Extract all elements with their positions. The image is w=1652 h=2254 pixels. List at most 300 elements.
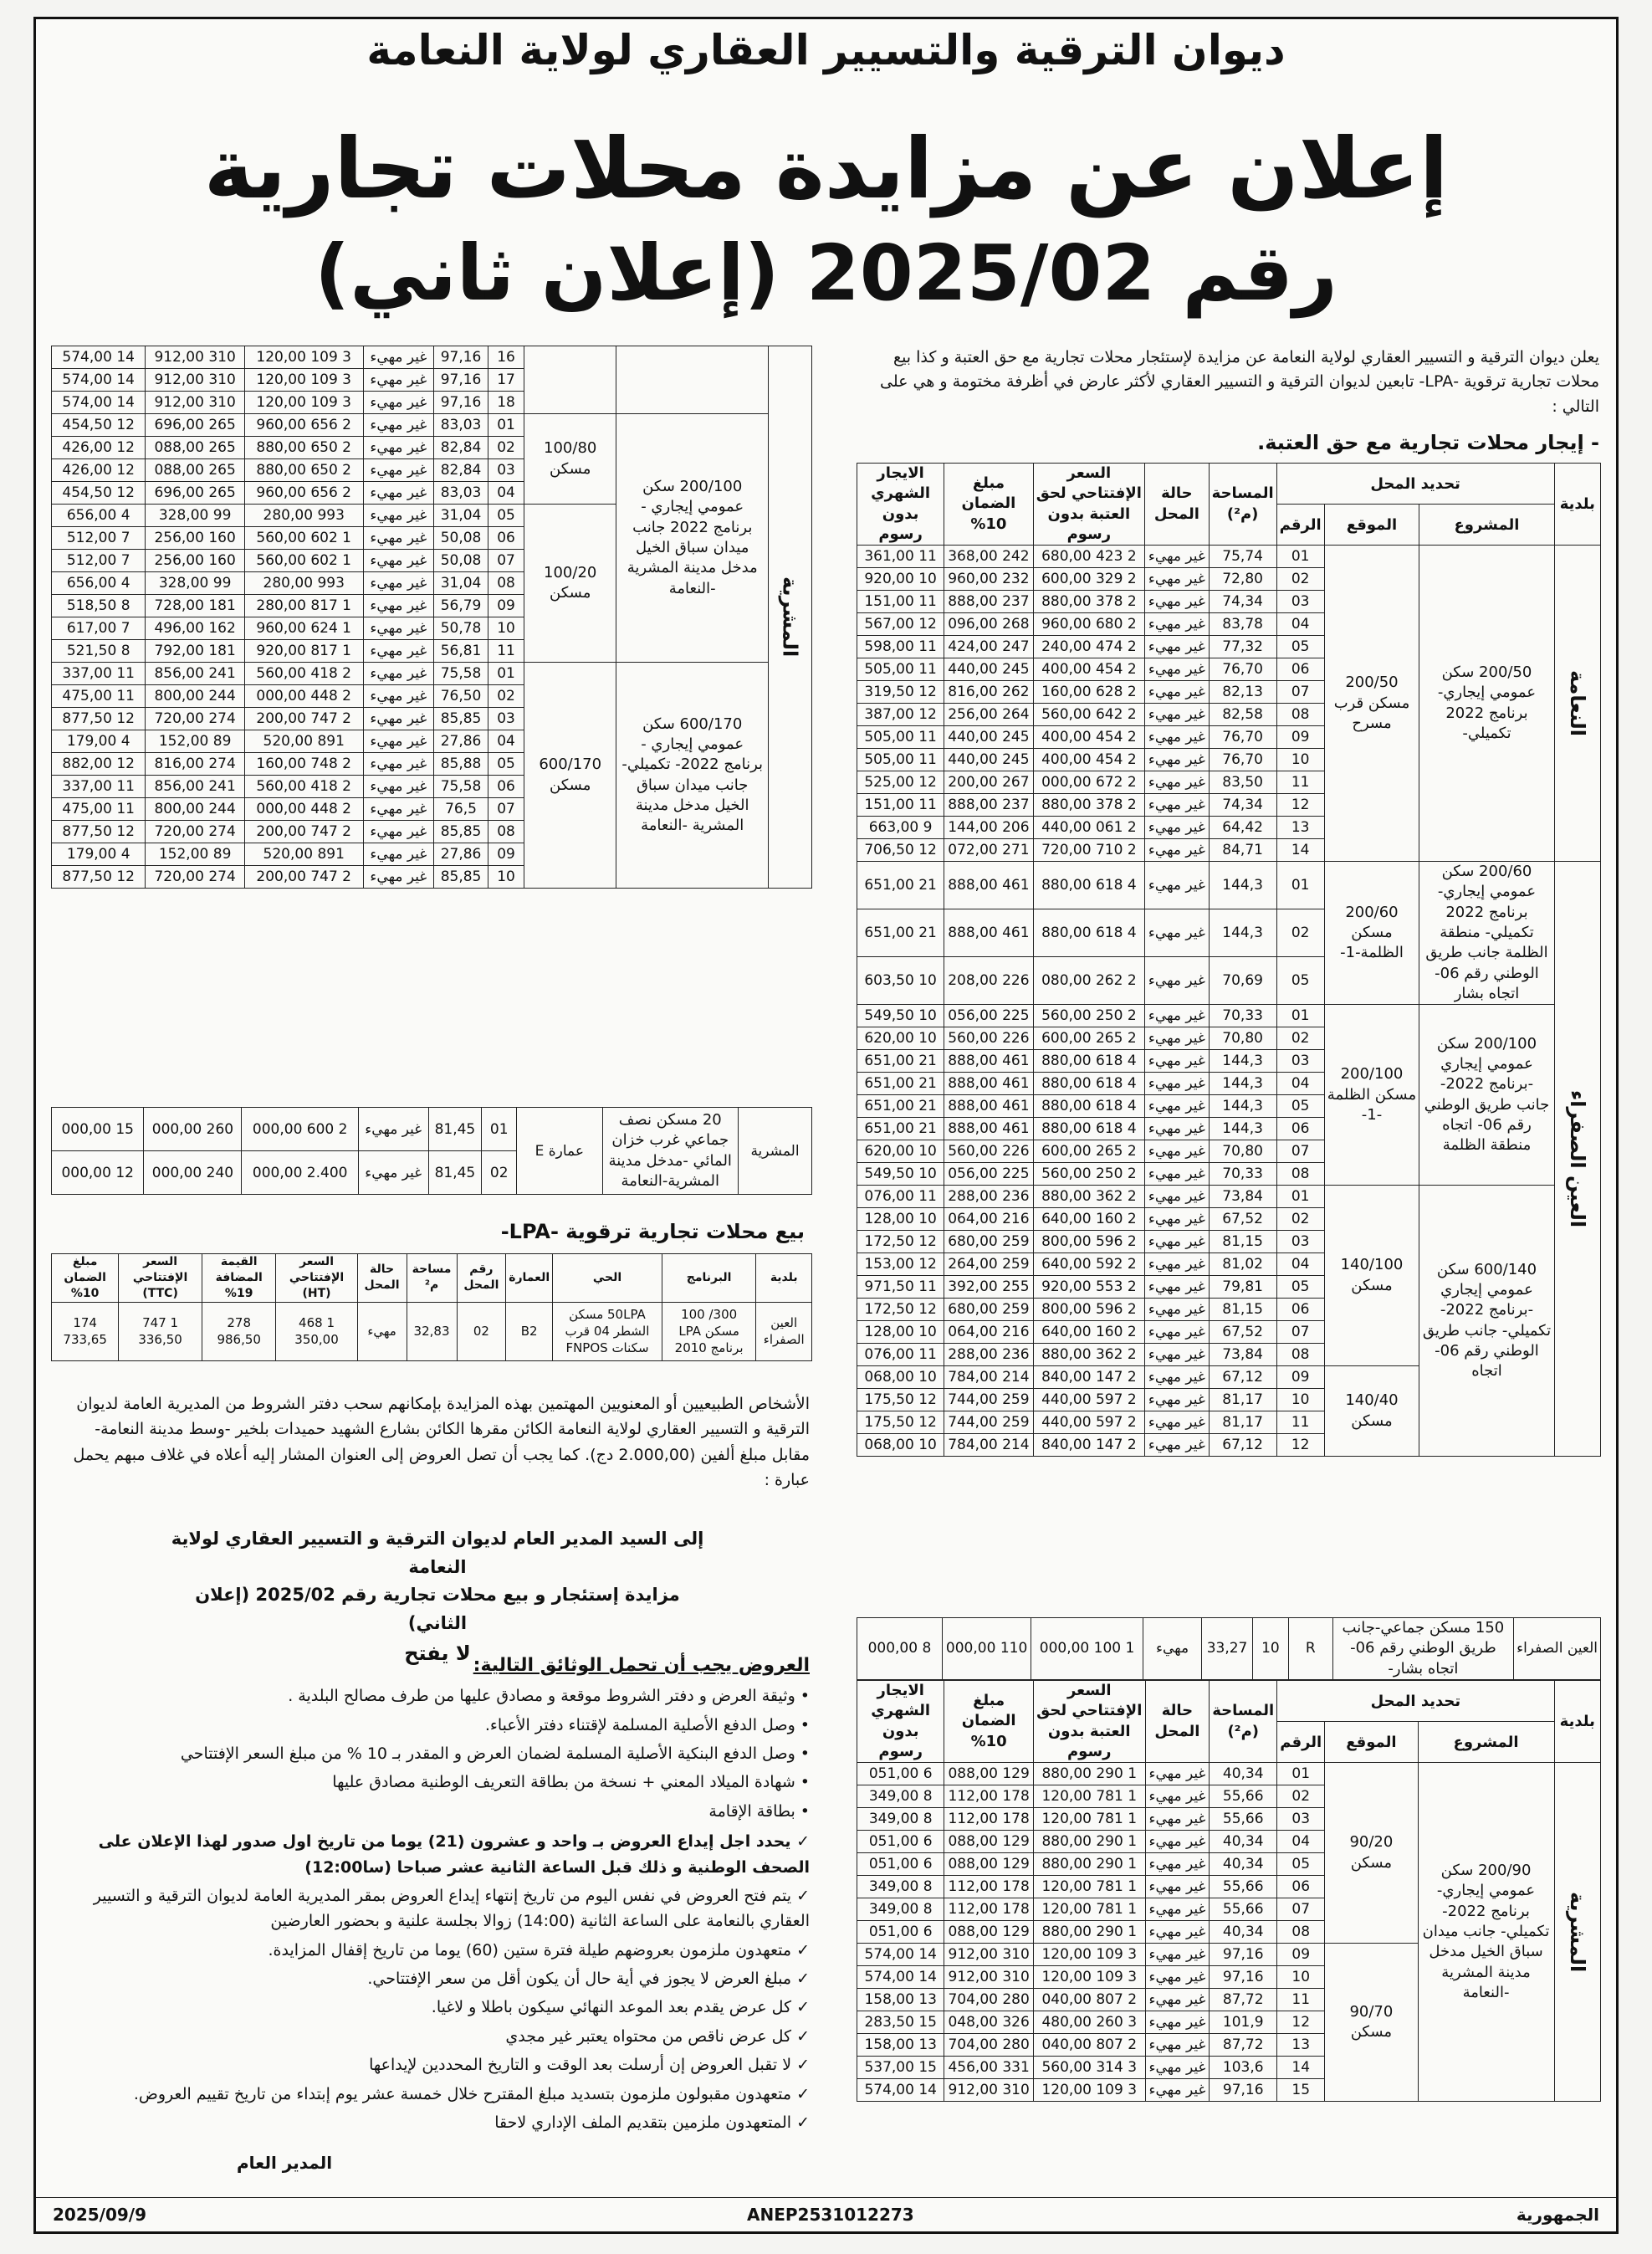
state-cell: غير مهيء: [1145, 1276, 1210, 1299]
area-cell: 55,66: [1210, 1785, 1277, 1808]
area-cell: 144,3: [1209, 1095, 1276, 1118]
site-cell: 100/80 مسكن: [524, 414, 616, 505]
site-cell: 90/20 مسكن: [1325, 1763, 1418, 1944]
table-row: [52, 346, 812, 369]
num-cell: 03: [488, 708, 524, 730]
col-rent: الايجار الشهري بدون رسوم: [857, 1681, 944, 1763]
state-cell: غير مهيء: [363, 730, 434, 753]
guarantee-cell: 226 560,00: [944, 1140, 1033, 1163]
num-cell: 08: [488, 572, 524, 595]
table-row: [857, 1005, 1601, 1027]
rent-table-mechria-20: [51, 1107, 812, 1195]
intro-paragraph: يعلن ديوان الترقية و التسيير العقاري لولاية النعامة عن مزايدة لإستئجار محلات تجارية مع حق العتبة و كذا بيع محلات تجارية ترقوية -LPA- تابعين لديوان الترقية و التسيير العقاري لأكثر عارض في أظرفة مختومة و هي على التالي :: [880, 348, 1599, 416]
note-item: ✓ متعهدون مقبولون ملزمون بتسديد مبلغ المقترح خلال خمسة عشر يوم إبتداء من تاريخ تقييم العروض.: [133, 2084, 810, 2103]
num-cell: 02: [1277, 1785, 1325, 1808]
state-cell: غير مهيء: [1145, 2057, 1210, 2079]
sale-col-header: حالة المحل: [357, 1254, 407, 1303]
num-cell: 04: [1277, 1831, 1325, 1853]
price-cell: 3 109 120,00: [1033, 2079, 1145, 2102]
area-cell: 70,80: [1209, 1027, 1276, 1050]
guarantee-cell: 310 912,00: [146, 369, 244, 392]
area-cell: 81,45: [428, 1108, 482, 1151]
table-row: [52, 414, 812, 437]
price-cell: 2 362 880,00: [1033, 1344, 1145, 1366]
price-cell: 4 618 880,00: [1033, 1073, 1145, 1095]
rent-cell: 10 549,50: [857, 1005, 944, 1027]
guarantee-cell: 99 328,00: [146, 505, 244, 527]
area-cell: 83,78: [1209, 613, 1276, 636]
state-cell: غير مهيء: [363, 392, 434, 414]
baladiya-cell: المشرية: [769, 346, 812, 889]
area-cell: 97,16: [434, 369, 488, 392]
area-cell: 40,34: [1210, 1853, 1277, 1876]
guarantee-cell: 178 112,00: [944, 1808, 1033, 1831]
rent-cell: 21 651,00: [857, 862, 944, 909]
price-cell: 2 418 560,00: [244, 663, 363, 685]
price-cell: 2 747 200,00: [244, 708, 363, 730]
sale-col-header: رقم المحل: [457, 1254, 506, 1303]
table-row: [52, 1108, 812, 1151]
rent-table-naama-ain: [857, 463, 1601, 1457]
col-baladiya: بلدية: [1554, 464, 1600, 546]
rent-cell: 11 598,00: [857, 636, 944, 658]
rent-cell: 12 525,00: [857, 771, 944, 794]
guarantee-cell: 268 096,00: [944, 613, 1033, 636]
price-cell: 1 602 560,00: [244, 527, 363, 550]
price-cell: 3 109 120,00: [244, 346, 363, 369]
rent-cell: 21 651,00: [857, 909, 944, 957]
rent-cell: 8 349,00: [857, 1785, 944, 1808]
price-cell: 2 597 440,00: [1033, 1389, 1145, 1411]
area-cell: 103,6: [1210, 2057, 1277, 2079]
state-cell: غير مهيء: [363, 798, 434, 821]
num-cell: 05: [1276, 957, 1324, 1005]
num-cell: 01: [488, 414, 524, 437]
rent-cell: 12 877,50: [52, 708, 146, 730]
state-cell: غير مهيء: [1145, 1389, 1210, 1411]
site-cell: 200/60 مسكن الظلمة-1-: [1324, 862, 1419, 1005]
area-cell: 85,85: [434, 821, 488, 843]
guarantee-cell: 264 256,00: [944, 704, 1033, 726]
price-cell: 2 656 960,00: [244, 414, 363, 437]
price-cell: 2 454 400,00: [1033, 658, 1145, 681]
col-project: المشروع: [1419, 505, 1554, 546]
announcement-title: إعلان عن مزايدة محلات تجارية: [203, 120, 1449, 218]
col-baladiya: بلدية: [1554, 1681, 1600, 1763]
state-cell: غير مهيء: [1145, 794, 1210, 817]
col-project: المشروع: [1418, 1722, 1554, 1763]
price-cell: 2 262 080,00: [1033, 957, 1145, 1005]
num-cell: 05: [1276, 1276, 1324, 1299]
area-cell: 83,03: [434, 414, 488, 437]
state-cell: غير مهيء: [1145, 1005, 1210, 1027]
state-cell: غير مهيء: [363, 753, 434, 776]
area-cell: 82,84: [434, 437, 488, 459]
guarantee-cell: 225 056,00: [944, 1005, 1033, 1027]
area-cell: 40,34: [1210, 1921, 1277, 1944]
num-cell: 02: [1276, 1208, 1324, 1231]
price-cell: 2 147 840,00: [1033, 1434, 1145, 1457]
rent-cell: 11 337,00: [52, 776, 146, 798]
num-cell: 12: [1276, 1434, 1324, 1457]
area-cell: 82,84: [434, 459, 488, 482]
building-cell: عمارة E: [517, 1108, 602, 1195]
num-cell: 01: [1276, 862, 1324, 909]
num-cell: 07: [488, 798, 524, 821]
state-cell: غير مهيء: [1145, 1944, 1210, 1966]
rent-cell: 8 349,00: [857, 1876, 944, 1898]
num-cell: 04: [1276, 1073, 1324, 1095]
price-cell: 1 817 280,00: [244, 595, 363, 617]
guarantee-cell: 181 792,00: [146, 640, 244, 663]
num-cell: 16: [488, 346, 524, 369]
num-cell: 08: [1276, 704, 1324, 726]
sale-col-header: القيمة المضافة 19%: [202, 1254, 276, 1303]
sale-col-header: العمارة: [506, 1254, 553, 1303]
area-cell: 85,85: [434, 708, 488, 730]
footer-line: [36, 2197, 1616, 2198]
sale-col-header: السعر الإفتتاحي (TTC): [119, 1254, 202, 1303]
guarantee-cell: 89 152,00: [146, 730, 244, 753]
price-cell: 2 807 040,00: [1033, 2034, 1145, 2057]
guarantee-cell: 259 680,00: [944, 1231, 1033, 1253]
col-num: الرقم: [1277, 1722, 1325, 1763]
rent-cell: 12 319,50: [857, 681, 944, 704]
price-cell: 2 597 440,00: [1033, 1411, 1145, 1434]
price-cell: 2 454 400,00: [1033, 726, 1145, 749]
rent-cell: 12 426,00: [52, 437, 146, 459]
price-cell: 2 592 640,00: [1033, 1253, 1145, 1276]
rent-cell: 7 512,00: [52, 550, 146, 572]
price-cell: 2 807 040,00: [1033, 1989, 1145, 2011]
price-cell: 2 265 600,00: [1033, 1027, 1145, 1050]
baladiya-cell: العين الصفراء: [1514, 1618, 1601, 1680]
rent-cell: 15 283,50: [857, 2011, 944, 2034]
state-cell: غير مهيء: [1145, 2011, 1210, 2034]
rent-cell: 9 663,00: [857, 817, 944, 839]
area-cell: 70,33: [1209, 1163, 1276, 1186]
rent-cell: 12 426,00: [52, 459, 146, 482]
price-cell: 2 650 880,00: [244, 437, 363, 459]
num-cell: 01: [1277, 1763, 1325, 1785]
price-cell: 2 448 000,00: [244, 685, 363, 708]
state-cell: غير مهيء: [358, 1108, 428, 1151]
state-cell: غير مهيء: [1145, 1073, 1210, 1095]
table-row: [857, 1186, 1601, 1208]
price-cell: 1 602 560,00: [244, 550, 363, 572]
table-row: [857, 1763, 1601, 1785]
area-cell: 81,02: [1209, 1253, 1276, 1276]
project-cell: 600/140 سكن عمومي إيجاري -برنامج 2022- تكميلي- جانب طريق الوطني رقم 06- اتجاه: [1419, 1186, 1554, 1457]
site-cell: 200/50 مسكن قرب مسرح: [1324, 546, 1419, 862]
sale-col-header: البرنامج: [662, 1254, 756, 1303]
rent-cell: 11 151,00: [857, 794, 944, 817]
area-cell: 75,58: [434, 776, 488, 798]
col-guarantee: مبلغ الضمان 10%: [944, 1681, 1033, 1763]
rent-cell: 8 521,50: [52, 640, 146, 663]
sale-col-header: السعر الإفتتاحي (HT): [276, 1254, 357, 1303]
state-cell: غير مهيء: [1145, 1898, 1210, 1921]
num-cell: 07: [1276, 681, 1324, 704]
footer-paper: الجمهورية: [1516, 2205, 1599, 2225]
note-item: ✓ مبلغ العرض لا يجوز في أية حال أن يكون أقل من سعر الإفتتاحي.: [367, 1970, 810, 1989]
num-cell: 14: [1276, 839, 1324, 862]
rent-cell: 12 175,50: [857, 1411, 944, 1434]
rent-cell: 11 505,00: [857, 658, 944, 681]
num-cell: 07: [1276, 1321, 1324, 1344]
sale-cell: 174 733,65: [52, 1302, 119, 1360]
baladiya-cell: العين الصفراء: [1554, 862, 1600, 1457]
state-cell: غير مهيء: [1145, 2079, 1210, 2102]
area-cell: 50,08: [434, 550, 488, 572]
state-cell: غير مهيء: [363, 685, 434, 708]
area-cell: 75,58: [434, 663, 488, 685]
rent-cell: 11 475,00: [52, 685, 146, 708]
rent-cell: 12 172,50: [857, 1299, 944, 1321]
state-cell: غير مهيء: [1145, 839, 1210, 862]
guarantee-cell: 461 888,00: [944, 862, 1033, 909]
state-cell: غير مهيء: [1145, 1411, 1210, 1434]
guarantee-cell: 160 256,00: [146, 550, 244, 572]
state-cell: غير مهيء: [363, 346, 434, 369]
area-cell: 31,04: [434, 505, 488, 527]
area-cell: 74,34: [1209, 591, 1276, 613]
state-cell: غير مهيء: [363, 572, 434, 595]
rent-cell: 10 128,00: [857, 1208, 944, 1231]
area-cell: 144,3: [1209, 1118, 1276, 1140]
guarantee-cell: 129 088,00: [944, 1853, 1033, 1876]
guarantee-cell: 178 112,00: [944, 1898, 1033, 1921]
rent-cell: 12 172,50: [857, 1231, 944, 1253]
envelope-address: [170, 1525, 705, 1670]
num-cell: 05: [1276, 1095, 1324, 1118]
num-cell: 15: [1277, 2079, 1325, 2102]
price-cell: 2 378 880,00: [1033, 591, 1145, 613]
state-cell: غير مهيء: [1145, 1921, 1210, 1944]
num-cell: 08: [1276, 1163, 1324, 1186]
doc-item: • بطاقة الإقامة: [708, 1801, 810, 1821]
guarantee-cell: 274 720,00: [146, 708, 244, 730]
area-cell: 72,80: [1209, 568, 1276, 591]
site-cell: 140/100 مسكن: [1324, 1186, 1419, 1366]
price-cell: 993 280,00: [244, 505, 363, 527]
price-cell: 3 109 120,00: [244, 392, 363, 414]
rent-cell: 21 651,00: [857, 1118, 944, 1140]
price-cell: 2 680 960,00: [1033, 613, 1145, 636]
state-cell: غير مهيء: [1145, 1808, 1210, 1831]
rent-cell: 4 656,00: [52, 572, 146, 595]
area-cell: 82,13: [1209, 681, 1276, 704]
state-cell: غير مهيء: [363, 663, 434, 685]
rent-section-title: - إيجار محلات تجارية مع حق العتبة.: [1257, 431, 1599, 454]
guarantee-cell: 247 424,00: [944, 636, 1033, 658]
price-cell: 2 656 960,00: [244, 482, 363, 505]
conditions-paragraph: الأشخاص الطبيعيين أو المعنويين المهتمين بهذه المزايدة بإمكانهم سحب دفتر الشروط من المديرية العامة لديوان الترقية و التسيير العقاري لولاية النعامة الكائن مقرها الكائن بشارع الشهيد حميدات بلخير -وسط مدينة النعامة- مقابل مبلغ ألفين (2.000,00 دج). كما يجب أن تصل العروض إلى العنوان المشار إليه أعلاه في غلاف مبهم يحمل عبارة :: [73, 1395, 810, 1490]
state-cell: غير مهيء: [1145, 1344, 1210, 1366]
required-documents: [53, 1651, 810, 2139]
baladiya-cell: النعامة: [1554, 546, 1600, 862]
price-cell: 3 260 480,00: [1033, 2011, 1145, 2034]
rent-cell: 10 068,00: [857, 1434, 944, 1457]
guarantee-cell: 310 912,00: [944, 1966, 1033, 1989]
guarantee-cell: 461 888,00: [944, 1118, 1033, 1140]
guarantee-cell: 265 088,00: [146, 437, 244, 459]
guarantee-cell: 265 696,00: [146, 414, 244, 437]
price-cell: 1 290 880,00: [1033, 1921, 1145, 1944]
guarantee-cell: 242 368,00: [944, 546, 1033, 568]
state-cell: غير مهيء: [1145, 1163, 1210, 1186]
guarantee-cell: 178 112,00: [944, 1876, 1033, 1898]
price-cell: 3 314 560,00: [1033, 2057, 1145, 2079]
state-cell: غير مهيء: [1145, 1321, 1210, 1344]
project-cell: 20 مسكن نصف جماعي غرب خزان المائي -مدخل مدينة المشرية-النعامة: [602, 1108, 739, 1195]
project-cell: 150 مسكن جماعي-جانب طريق الوطني رقم 06- اتجاه بشار-: [1332, 1618, 1513, 1680]
rent-cell: 14 574,00: [52, 392, 146, 414]
doc-item: • وثيقة العرض و دفتر الشروط موقعة و مصادق عليها من طرف مصالح البلدية .: [288, 1687, 810, 1706]
footer-ref: ANEP2531012273: [747, 2205, 914, 2225]
guarantee-cell: 89 152,00: [146, 843, 244, 866]
price-cell: 2 596 800,00: [1033, 1231, 1145, 1253]
rent-cell: 11 151,00: [857, 591, 944, 613]
note-item: ✓ يتم فتح العروض في نفس اليوم من تاريخ إنتهاء إيداع العروض بمقر المديرية العامة لديوان الترقية و التسيير العقاري بالنعامة على الساعة الثانية (14:00) زوالا بجلسة علنية و بحضور العارضين: [93, 1886, 810, 1931]
sale-cell: مهيء: [357, 1302, 407, 1360]
price-cell: 1 290 880,00: [1033, 1763, 1145, 1785]
rent-cell: 8 349,00: [857, 1898, 944, 1921]
num-cell: 05: [1277, 1853, 1325, 1876]
rent-cell: 13 158,00: [857, 2034, 944, 2057]
guarantee-cell: 245 440,00: [944, 749, 1033, 771]
state-cell: غير مهيء: [1145, 1763, 1210, 1785]
rent-cell: 21 651,00: [857, 1095, 944, 1118]
area-cell: 97,16: [1210, 1966, 1277, 1989]
num-cell: 04: [488, 482, 524, 505]
price-cell: 2 600 000,00: [242, 1108, 359, 1151]
num-cell: 13: [1277, 2034, 1325, 2057]
guarantee-cell: 206 144,00: [944, 817, 1033, 839]
num-cell: 06: [488, 527, 524, 550]
price-cell: 2 747 200,00: [244, 866, 363, 889]
col-area: المساحة (م²): [1209, 464, 1276, 546]
num-cell: 10: [1276, 1389, 1324, 1411]
sale-col-header: بلدية: [756, 1254, 812, 1303]
area-cell: 67,52: [1209, 1208, 1276, 1231]
num-cell: 07: [488, 550, 524, 572]
state-cell: غير مهيء: [1145, 1140, 1210, 1163]
guarantee-cell: 274 720,00: [146, 821, 244, 843]
rent-cell: 11 505,00: [857, 749, 944, 771]
num-cell: 02: [482, 1151, 517, 1195]
rent-cell: 4 179,00: [52, 843, 146, 866]
guarantee-cell: 280 704,00: [944, 1989, 1033, 2011]
sale-table: [51, 1253, 812, 1361]
rent-cell: 12 877,50: [52, 866, 146, 889]
state-cell: غير مهيء: [1145, 1118, 1210, 1140]
area-cell: 70,69: [1209, 957, 1276, 1005]
state-cell: غير مهيء: [363, 708, 434, 730]
guarantee-cell: 310 912,00: [146, 392, 244, 414]
baladiya-cell: المشرية: [739, 1108, 812, 1195]
state-cell: غير مهيء: [1145, 1876, 1210, 1898]
num-cell: 09: [1276, 1366, 1324, 1389]
state-cell: غير مهيء: [363, 482, 434, 505]
rent-cell: 6 051,00: [857, 1853, 944, 1876]
price-cell: 993 280,00: [244, 572, 363, 595]
col-rent: الايجار الشهري بدون رسوم: [857, 464, 944, 546]
state-cell: غير مهيء: [1145, 1231, 1210, 1253]
rent-cell: 12 000,00: [52, 1151, 144, 1195]
rent-cell: 15 537,00: [857, 2057, 944, 2079]
guarantee-cell: 244 800,00: [146, 798, 244, 821]
rent-cell: 11 076,00: [857, 1186, 944, 1208]
signature: المدير العام: [237, 2153, 333, 2173]
guarantee-cell: 232 960,00: [944, 568, 1033, 591]
num-cell: 17: [488, 369, 524, 392]
guarantee-cell: 240 000,00: [144, 1151, 242, 1195]
price-cell: 1 781 120,00: [1033, 1785, 1145, 1808]
price-cell: 2 362 880,00: [1033, 1186, 1145, 1208]
rent-cell: 11 505,00: [857, 726, 944, 749]
num-cell: 01: [482, 1108, 517, 1151]
state-cell: غير مهيء: [1145, 1253, 1210, 1276]
area-cell: 27,86: [434, 843, 488, 866]
rent-cell: 12 882,00: [52, 753, 146, 776]
rent-cell: 10 620,00: [857, 1027, 944, 1050]
price-cell: 2 628 160,00: [1033, 681, 1145, 704]
num-cell: 02: [1276, 568, 1324, 591]
num-cell: 09: [488, 843, 524, 866]
rent-cell: 14 574,00: [857, 1966, 944, 1989]
state-cell: غير مهيء: [1145, 1966, 1210, 1989]
state-cell: غير مهيء: [1145, 1831, 1210, 1853]
state-cell: غير مهيء: [363, 640, 434, 663]
state-cell: غير مهيء: [363, 414, 434, 437]
area-cell: 83,50: [1209, 771, 1276, 794]
price-cell: 2.400 000,00: [242, 1151, 359, 1195]
num-cell: 06: [1276, 658, 1324, 681]
project-cell: 200/50 سكن عمومي إيجاري- برنامج 2022 تكميلي-: [1419, 546, 1554, 862]
area-cell: 76,5: [434, 798, 488, 821]
num-cell: 02: [488, 437, 524, 459]
sale-cell: 278 986,50: [202, 1302, 276, 1360]
col-price: السعر الإفتتاحي لحق العتبة بدون رسوم: [1033, 464, 1145, 546]
state-cell: غير مهيء: [363, 527, 434, 550]
rent-cell: 12 567,00: [857, 613, 944, 636]
num-cell: 04: [1276, 613, 1324, 636]
state-cell: غير مهيء: [363, 866, 434, 889]
state-cell: غير مهيء: [1145, 613, 1210, 636]
area-cell: 97,16: [1210, 1944, 1277, 1966]
guarantee-cell: 267 200,00: [944, 771, 1033, 794]
num-cell: 14: [1277, 2057, 1325, 2079]
area-cell: 81,45: [428, 1151, 482, 1195]
num-cell: 02: [1276, 909, 1324, 957]
guarantee-cell: 178 112,00: [944, 1785, 1033, 1808]
price-cell: 2 596 800,00: [1033, 1299, 1145, 1321]
doc-item: • وصل الدفع الأصلية المسلمة لإقتناء دفتر الأعباء.: [484, 1715, 810, 1734]
price-cell: 4 618 880,00: [1033, 862, 1145, 909]
price-cell: 2 672 000,00: [1033, 771, 1145, 794]
sale-cell: 02: [457, 1302, 506, 1360]
col-site: الموقع: [1324, 505, 1419, 546]
guarantee-cell: 237 888,00: [944, 591, 1033, 613]
guarantee-cell: 271 072,00: [944, 839, 1033, 862]
guarantee-cell: 214 784,00: [944, 1434, 1033, 1457]
guarantee-cell: 226 208,00: [944, 957, 1033, 1005]
area-cell: 77,32: [1209, 636, 1276, 658]
rent-cell: 12 877,50: [52, 821, 146, 843]
num-cell: 01: [1276, 1186, 1324, 1208]
guarantee-cell: 260 000,00: [144, 1108, 242, 1151]
